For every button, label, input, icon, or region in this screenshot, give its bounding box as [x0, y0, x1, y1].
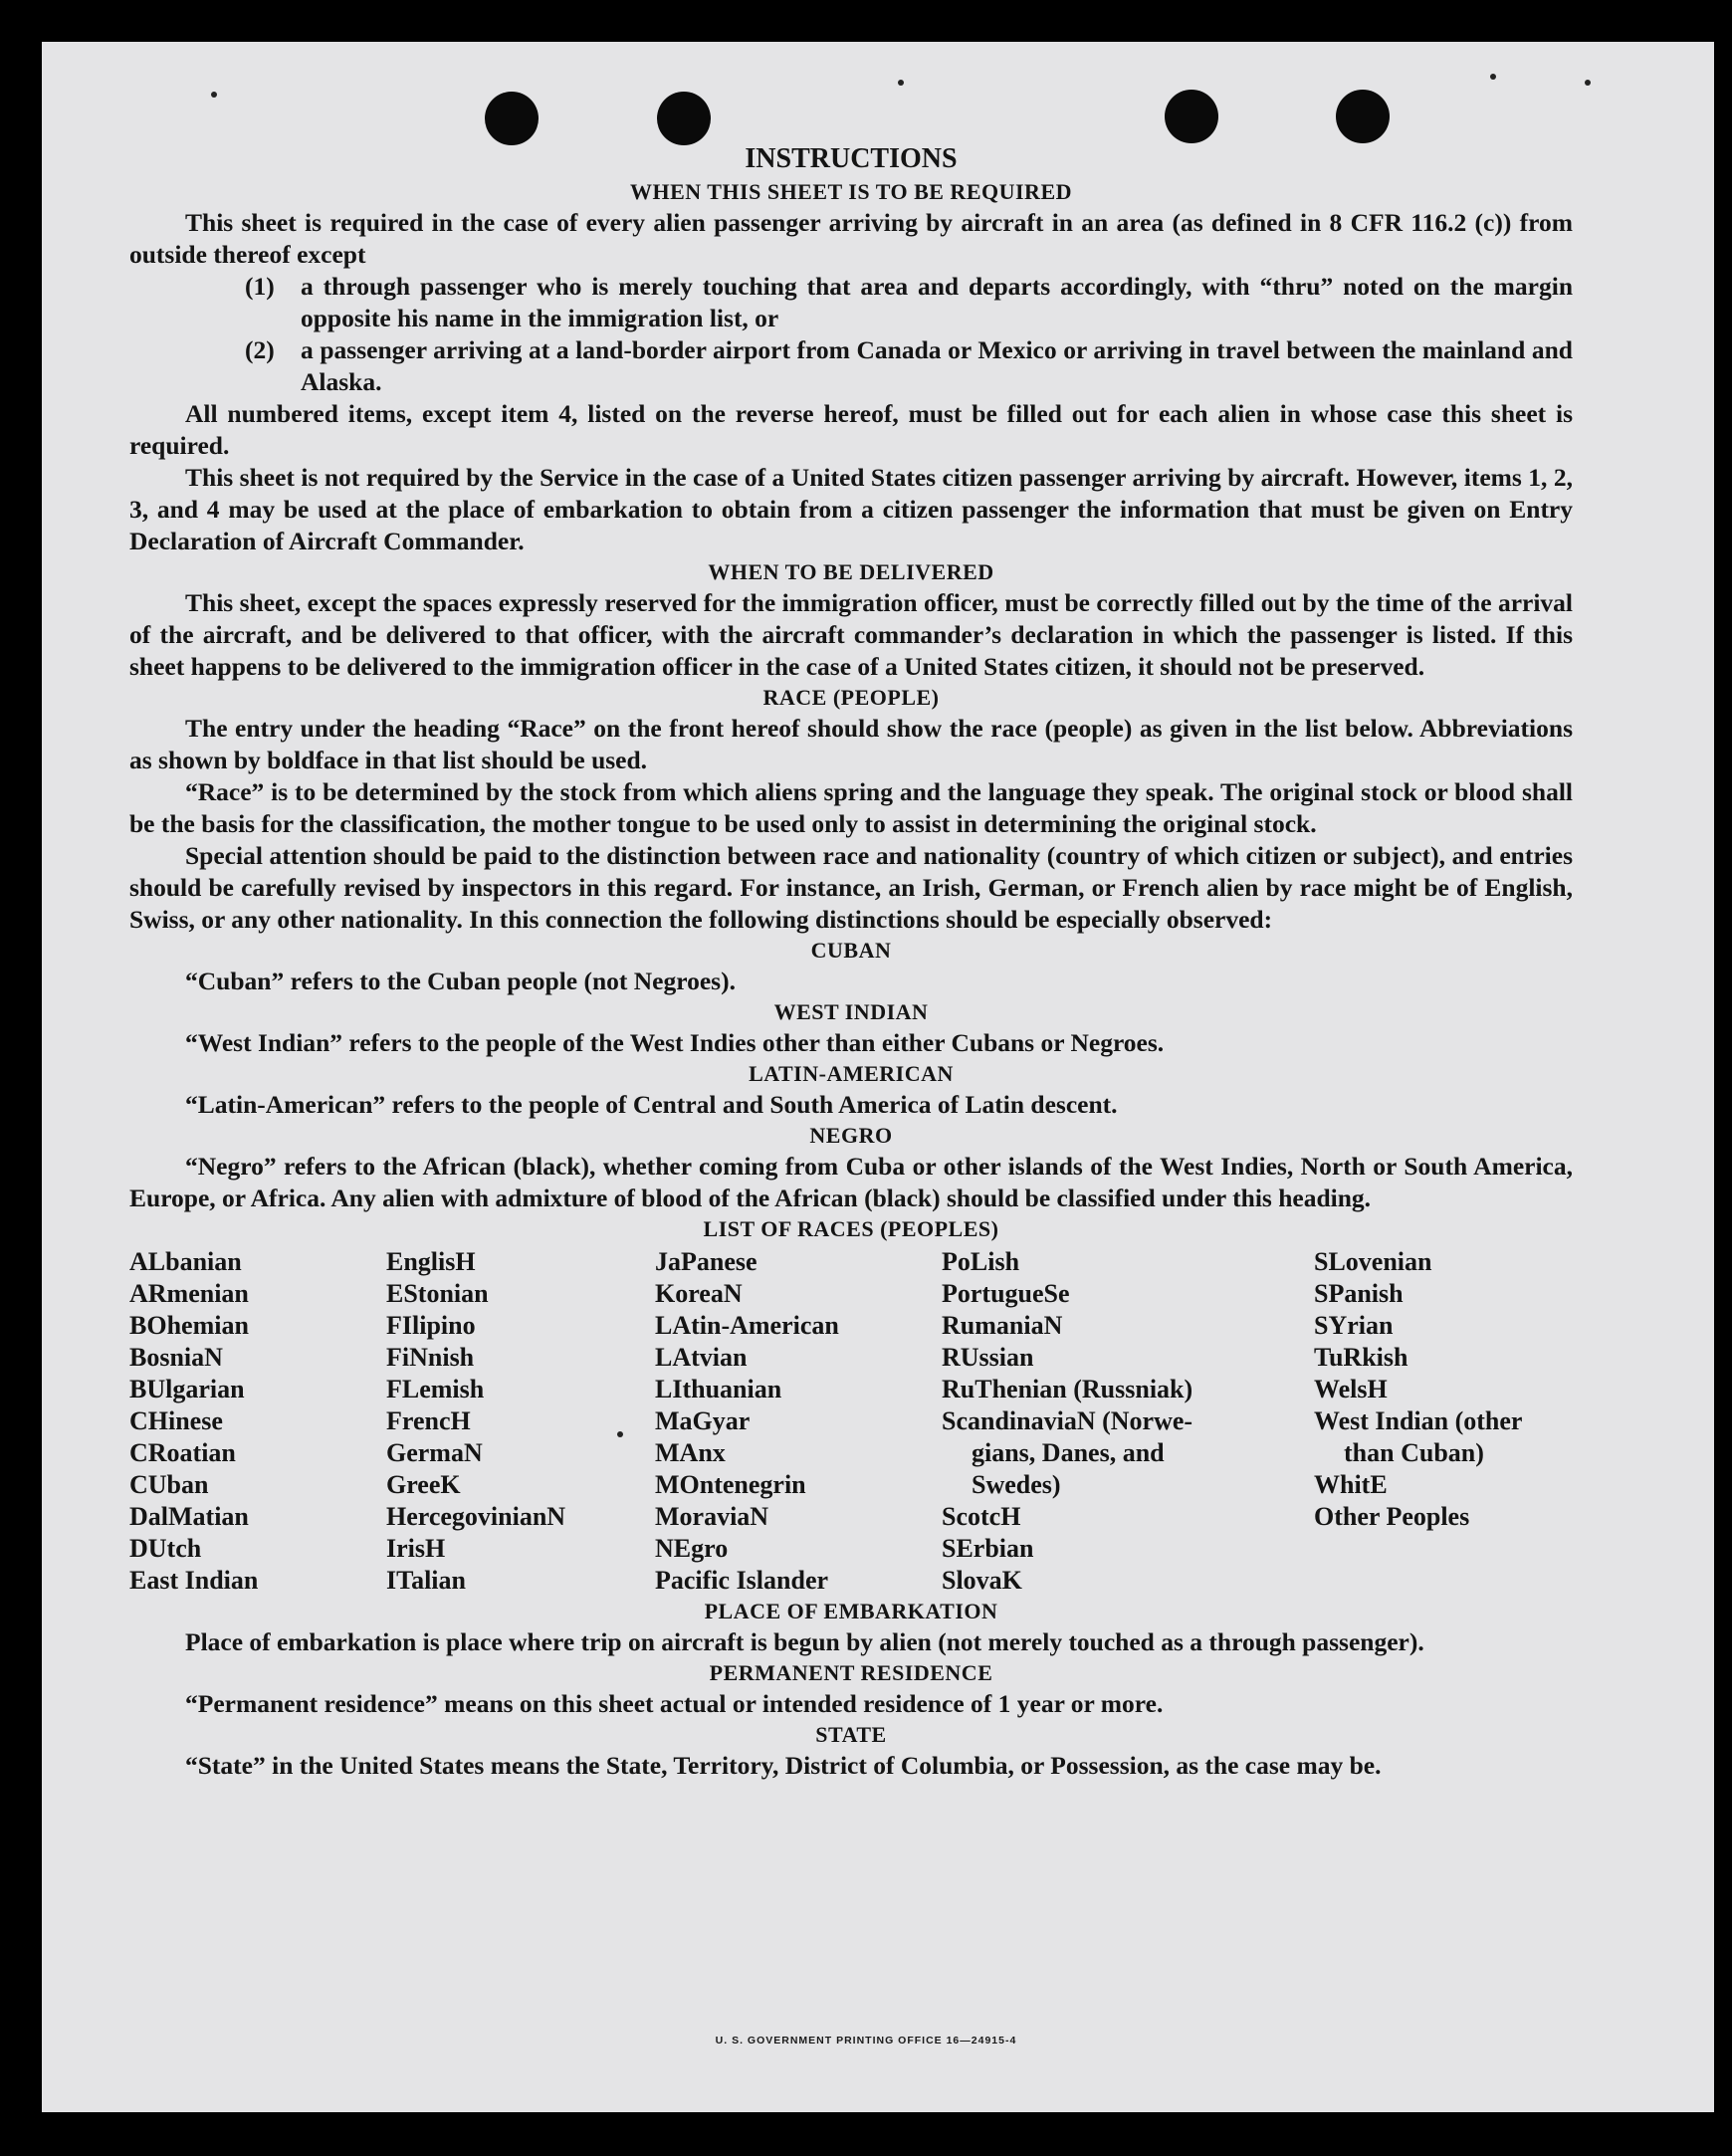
race-para-3: Special attention should be paid to the distinction between race and nationality (country of which citizen or subject), and entries should be carefully revised by inspectors in this regard. For instance, an Irish, German, or French alien by race might be of English, Swiss, or any other nationality. In this connection the following distinctions should be especially observed: — [129, 841, 1573, 934]
page-title: INSTRUCTIONS — [745, 143, 958, 174]
printer-imprint: U. S. GOVERNMENT PRINTING OFFICE 16—24915-4 — [715, 2035, 1017, 2047]
exception-text: a through passenger who is merely touching that area and departs accordingly, with “thru” noted on the margin opposite his name in the immigration list, or — [301, 272, 1573, 332]
speck — [211, 92, 217, 98]
race-entry: EStonian — [386, 1279, 489, 1308]
exception-item — [245, 271, 1573, 334]
race-entry: CRoatian — [129, 1438, 236, 1467]
race-entry: EnglisH — [386, 1247, 476, 1276]
race-para-2: “Race” is to be determined by the stock from which aliens spring and the language they speak. The original stock or blood shall be the basis for the classification, the mother tongue to be used only to assist in determining the original stock. — [129, 777, 1573, 838]
heading-latin-american: LATIN-AMERICAN — [749, 1061, 954, 1086]
speck — [898, 80, 904, 86]
required-para-3: This sheet is not required by the Service in the case of a United States citizen passenger arriving by aircraft. However, items 1, 2, 3, and 4 may be used at the place of embarkation to obtain from a citizen passenger the information that must be given on Entry Declaration of Aircraft Commander. — [129, 463, 1573, 555]
race-entry: TuRkish — [1314, 1343, 1408, 1372]
race-entry: GermaN — [386, 1438, 483, 1467]
race-entry: SlovaK — [942, 1566, 1022, 1595]
race-entry: RuThenian (Russniak) — [942, 1375, 1193, 1403]
race-entry: ScandinaviaN (Norwe- — [942, 1406, 1193, 1435]
race-column — [655, 1246, 942, 1597]
race-entry: BosniaN — [129, 1343, 223, 1372]
punch-hole — [657, 92, 711, 145]
embarkation-text: Place of embarkation is place where trip on aircraft is begun by alien (not merely touched as a through passenger). — [185, 1627, 1424, 1656]
race-entry: LAtvian — [655, 1343, 748, 1372]
exceptions-list — [129, 271, 1573, 398]
race-entry: Pacific Islander — [655, 1566, 829, 1595]
heading-state: STATE — [815, 1722, 887, 1747]
race-entry: JaPanese — [655, 1247, 758, 1276]
race-entry: gians, Danes, and — [972, 1438, 1165, 1467]
race-entry: CUban — [129, 1470, 209, 1499]
race-entry: ScotcH — [942, 1502, 1021, 1531]
exception-text: a passenger arriving at a land-border airport from Canada or Mexico or arriving in travel between the mainland and Alaska. — [301, 335, 1573, 396]
race-entry: PortugueSe — [942, 1279, 1070, 1308]
speck — [1490, 74, 1496, 80]
exception-number: (2) — [245, 335, 275, 364]
race-column — [1314, 1246, 1573, 1597]
speck — [1585, 80, 1591, 86]
race-entry: WelsH — [1314, 1375, 1388, 1403]
race-entry: LIthuanian — [655, 1375, 782, 1403]
heading-list-of-races: LIST OF RACES (PEOPLES) — [703, 1216, 999, 1241]
race-entry: CHinese — [129, 1406, 223, 1435]
delivered-text: This sheet, except the spaces expressly reserved for the immigration officer, must be correctly filled out by the time of the arrival of the aircraft, and be delivered to that officer, with the aircraft commander’s declaration in which the passenger is listed. If this sheet happens to be delivered to the immigration officer in the case of a United States citizen, it should not be preserved. — [129, 588, 1573, 681]
race-entry: DUtch — [129, 1534, 202, 1563]
race-entry: Other Peoples — [1314, 1502, 1470, 1531]
negro-text: “Negro” refers to the African (black), whether coming from Cuba or other islands of the West Indies, North or South America, Europe, or Africa. Any alien with admixture of blood of the African (black) should be classified under this heading. — [129, 1152, 1573, 1212]
race-entry: ITalian — [386, 1566, 466, 1595]
race-entry: MaGyar — [655, 1406, 751, 1435]
race-entry: RUssian — [942, 1343, 1034, 1372]
race-entry: IrisH — [386, 1534, 446, 1563]
instructions-content — [129, 141, 1573, 1782]
race-entry: MoraviaN — [655, 1502, 769, 1531]
race-entry: FIlipino — [386, 1311, 476, 1340]
cuban-text: “Cuban” refers to the Cuban people (not Negroes). — [185, 967, 736, 995]
race-entry: RumaniaN — [942, 1311, 1063, 1340]
heading-residence: PERMANENT RESIDENCE — [709, 1660, 993, 1685]
heading-negro: NEGRO — [809, 1123, 893, 1148]
punch-hole — [485, 92, 539, 145]
race-entry: MOntenegrin — [655, 1470, 806, 1499]
residence-text: “Permanent residence” means on this sheet actual or intended residence of 1 year or more. — [185, 1689, 1164, 1718]
race-entry: BOhemian — [129, 1311, 249, 1340]
race-para-1: The entry under the heading “Race” on the front hereof should show the race (people) as given in the list below. Abbreviations as shown by boldface in that list should be used. — [129, 714, 1573, 774]
race-entry: SYrian — [1314, 1311, 1394, 1340]
race-entry: ARmenian — [129, 1279, 249, 1308]
state-text: “State” in the United States means the State, Territory, District of Columbia, or Possession, as the case may be. — [185, 1751, 1382, 1780]
race-entry: West Indian (other — [1314, 1406, 1523, 1435]
race-entry: than Cuban) — [1344, 1438, 1484, 1467]
exception-item — [245, 334, 1573, 398]
race-entry: LAtin-American — [655, 1311, 839, 1340]
race-entry: NEgro — [655, 1534, 729, 1563]
heading-cuban: CUBAN — [810, 938, 892, 963]
heading-delivered: WHEN TO BE DELIVERED — [708, 559, 994, 584]
race-column — [129, 1246, 386, 1597]
required-para-2: All numbered items, except item 4, listed on the reverse hereof, must be filled out for each alien in whose case this sheet is required. — [129, 399, 1573, 460]
race-entry: FLemish — [386, 1375, 485, 1403]
race-entry: WhitE — [1314, 1470, 1388, 1499]
heading-west-indian: WEST INDIAN — [773, 999, 929, 1024]
punch-hole — [1165, 90, 1218, 143]
west-indian-text: “West Indian” refers to the people of the West Indies other than either Cubans or Negroes. — [185, 1028, 1165, 1057]
race-entry: ALbanian — [129, 1247, 242, 1276]
race-entry: MAnx — [655, 1438, 726, 1467]
race-entry: East Indian — [129, 1566, 259, 1595]
heading-race: RACE (PEOPLE) — [762, 685, 940, 710]
race-entry: FrencH — [386, 1406, 471, 1435]
race-entry: PoLish — [942, 1247, 1020, 1276]
latin-american-text: “Latin-American” refers to the people of Central and South America of Latin descent. — [185, 1090, 1118, 1119]
race-entry: DalMatian — [129, 1502, 249, 1531]
race-list — [129, 1246, 1573, 1597]
race-column — [386, 1246, 655, 1597]
exception-number: (1) — [245, 272, 275, 301]
race-entry: KoreaN — [655, 1279, 743, 1308]
race-entry: SLovenian — [1314, 1247, 1432, 1276]
race-entry: SErbian — [942, 1534, 1034, 1563]
required-intro: This sheet is required in the case of every alien passenger arriving by aircraft in an area (as defined in 8 CFR 116.2 (c)) from outside thereof except — [129, 208, 1573, 269]
race-entry: HercegovinianN — [386, 1502, 566, 1531]
heading-embarkation: PLACE OF EMBARKATION — [704, 1599, 998, 1623]
race-column — [942, 1246, 1314, 1597]
race-entry: FiNnish — [386, 1343, 475, 1372]
race-entry: Swedes) — [972, 1470, 1061, 1499]
punch-hole — [1336, 90, 1390, 143]
heading-required: WHEN THIS SHEET IS TO BE REQUIRED — [629, 179, 1073, 204]
race-entry: GreeK — [386, 1470, 461, 1499]
race-entry: SPanish — [1314, 1279, 1404, 1308]
race-entry: BUlgarian — [129, 1375, 245, 1403]
